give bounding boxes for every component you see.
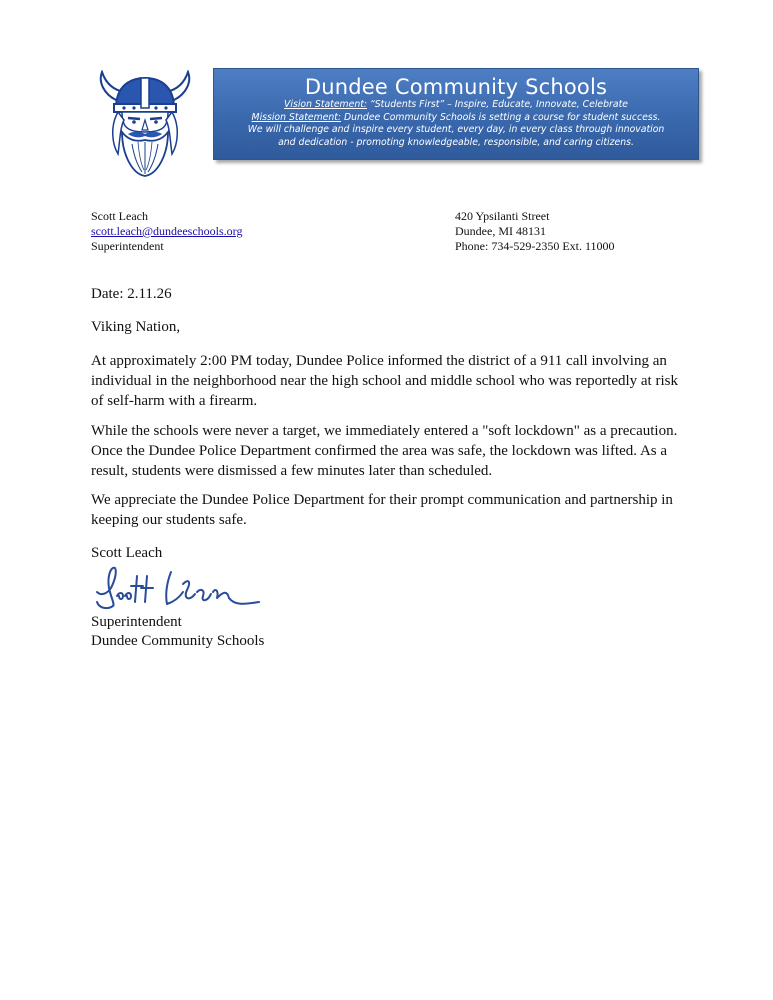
vision-text: “Students First” – Inspire, Educate, Innovate, Celebrate <box>367 99 628 110</box>
mission-label: Mission Statement: <box>251 111 342 123</box>
vision-statement <box>214 99 698 112</box>
mission-text-line-1: Dundee Community Schools is setting a course for student success. <box>341 111 661 123</box>
mission-text-line-3: and dedication - promoting knowledgeable, responsible, and caring citizens. <box>278 136 634 148</box>
letter-paragraph-3: We appreciate the Dundee Police Department for their prompt communication and partnership in keeping our students safe. <box>91 492 673 528</box>
street-address: 420 Ypsilanti Street <box>455 209 550 223</box>
vision-label: Vision Statement: <box>284 99 367 110</box>
mission-text-line-2: We will challenge and inspire every student, every day, in every class through innovation <box>247 124 665 136</box>
school-name: Dundee Community Schools <box>304 75 608 99</box>
signature-block <box>91 613 264 651</box>
letter-greeting: Viking Nation, <box>91 319 181 335</box>
letterhead-banner <box>213 68 699 160</box>
closing-org: Dundee Community Schools <box>91 633 265 649</box>
sender-title: Superintendent <box>91 239 164 253</box>
closing-title: Superintendent <box>91 614 182 630</box>
phone-number: Phone: 734-529-2350 Ext. 11000 <box>455 239 615 253</box>
mission-statement <box>214 112 698 125</box>
letter-paragraph-1: At approximately 2:00 PM today, Dundee Police informed the district of a 911 call involving an individual in the neighborhood near the high school and middle school who was reportedly at risk of self-harm with a firearm. <box>91 353 678 409</box>
letter-date: Date: 2.11.26 <box>91 286 172 302</box>
viking-mascot-logo <box>94 70 196 178</box>
sender-email-link[interactable]: scott.leach@dundeeschools.org <box>91 224 243 238</box>
address-block <box>455 209 615 254</box>
handwritten-signature <box>93 562 263 614</box>
closing-name: Scott Leach <box>91 545 163 561</box>
sender-block <box>91 209 242 254</box>
letter-paragraph-2: While the schools were never a target, we immediately entered a "soft lockdown" as a precaution. Once the Dundee Police Department confirmed the area was safe, the lockdown was lifted. As a result, students were dismissed a few minutes later than scheduled. <box>91 423 678 479</box>
sender-name: Scott Leach <box>91 209 148 223</box>
city-state-zip: Dundee, MI 48131 <box>455 224 546 238</box>
